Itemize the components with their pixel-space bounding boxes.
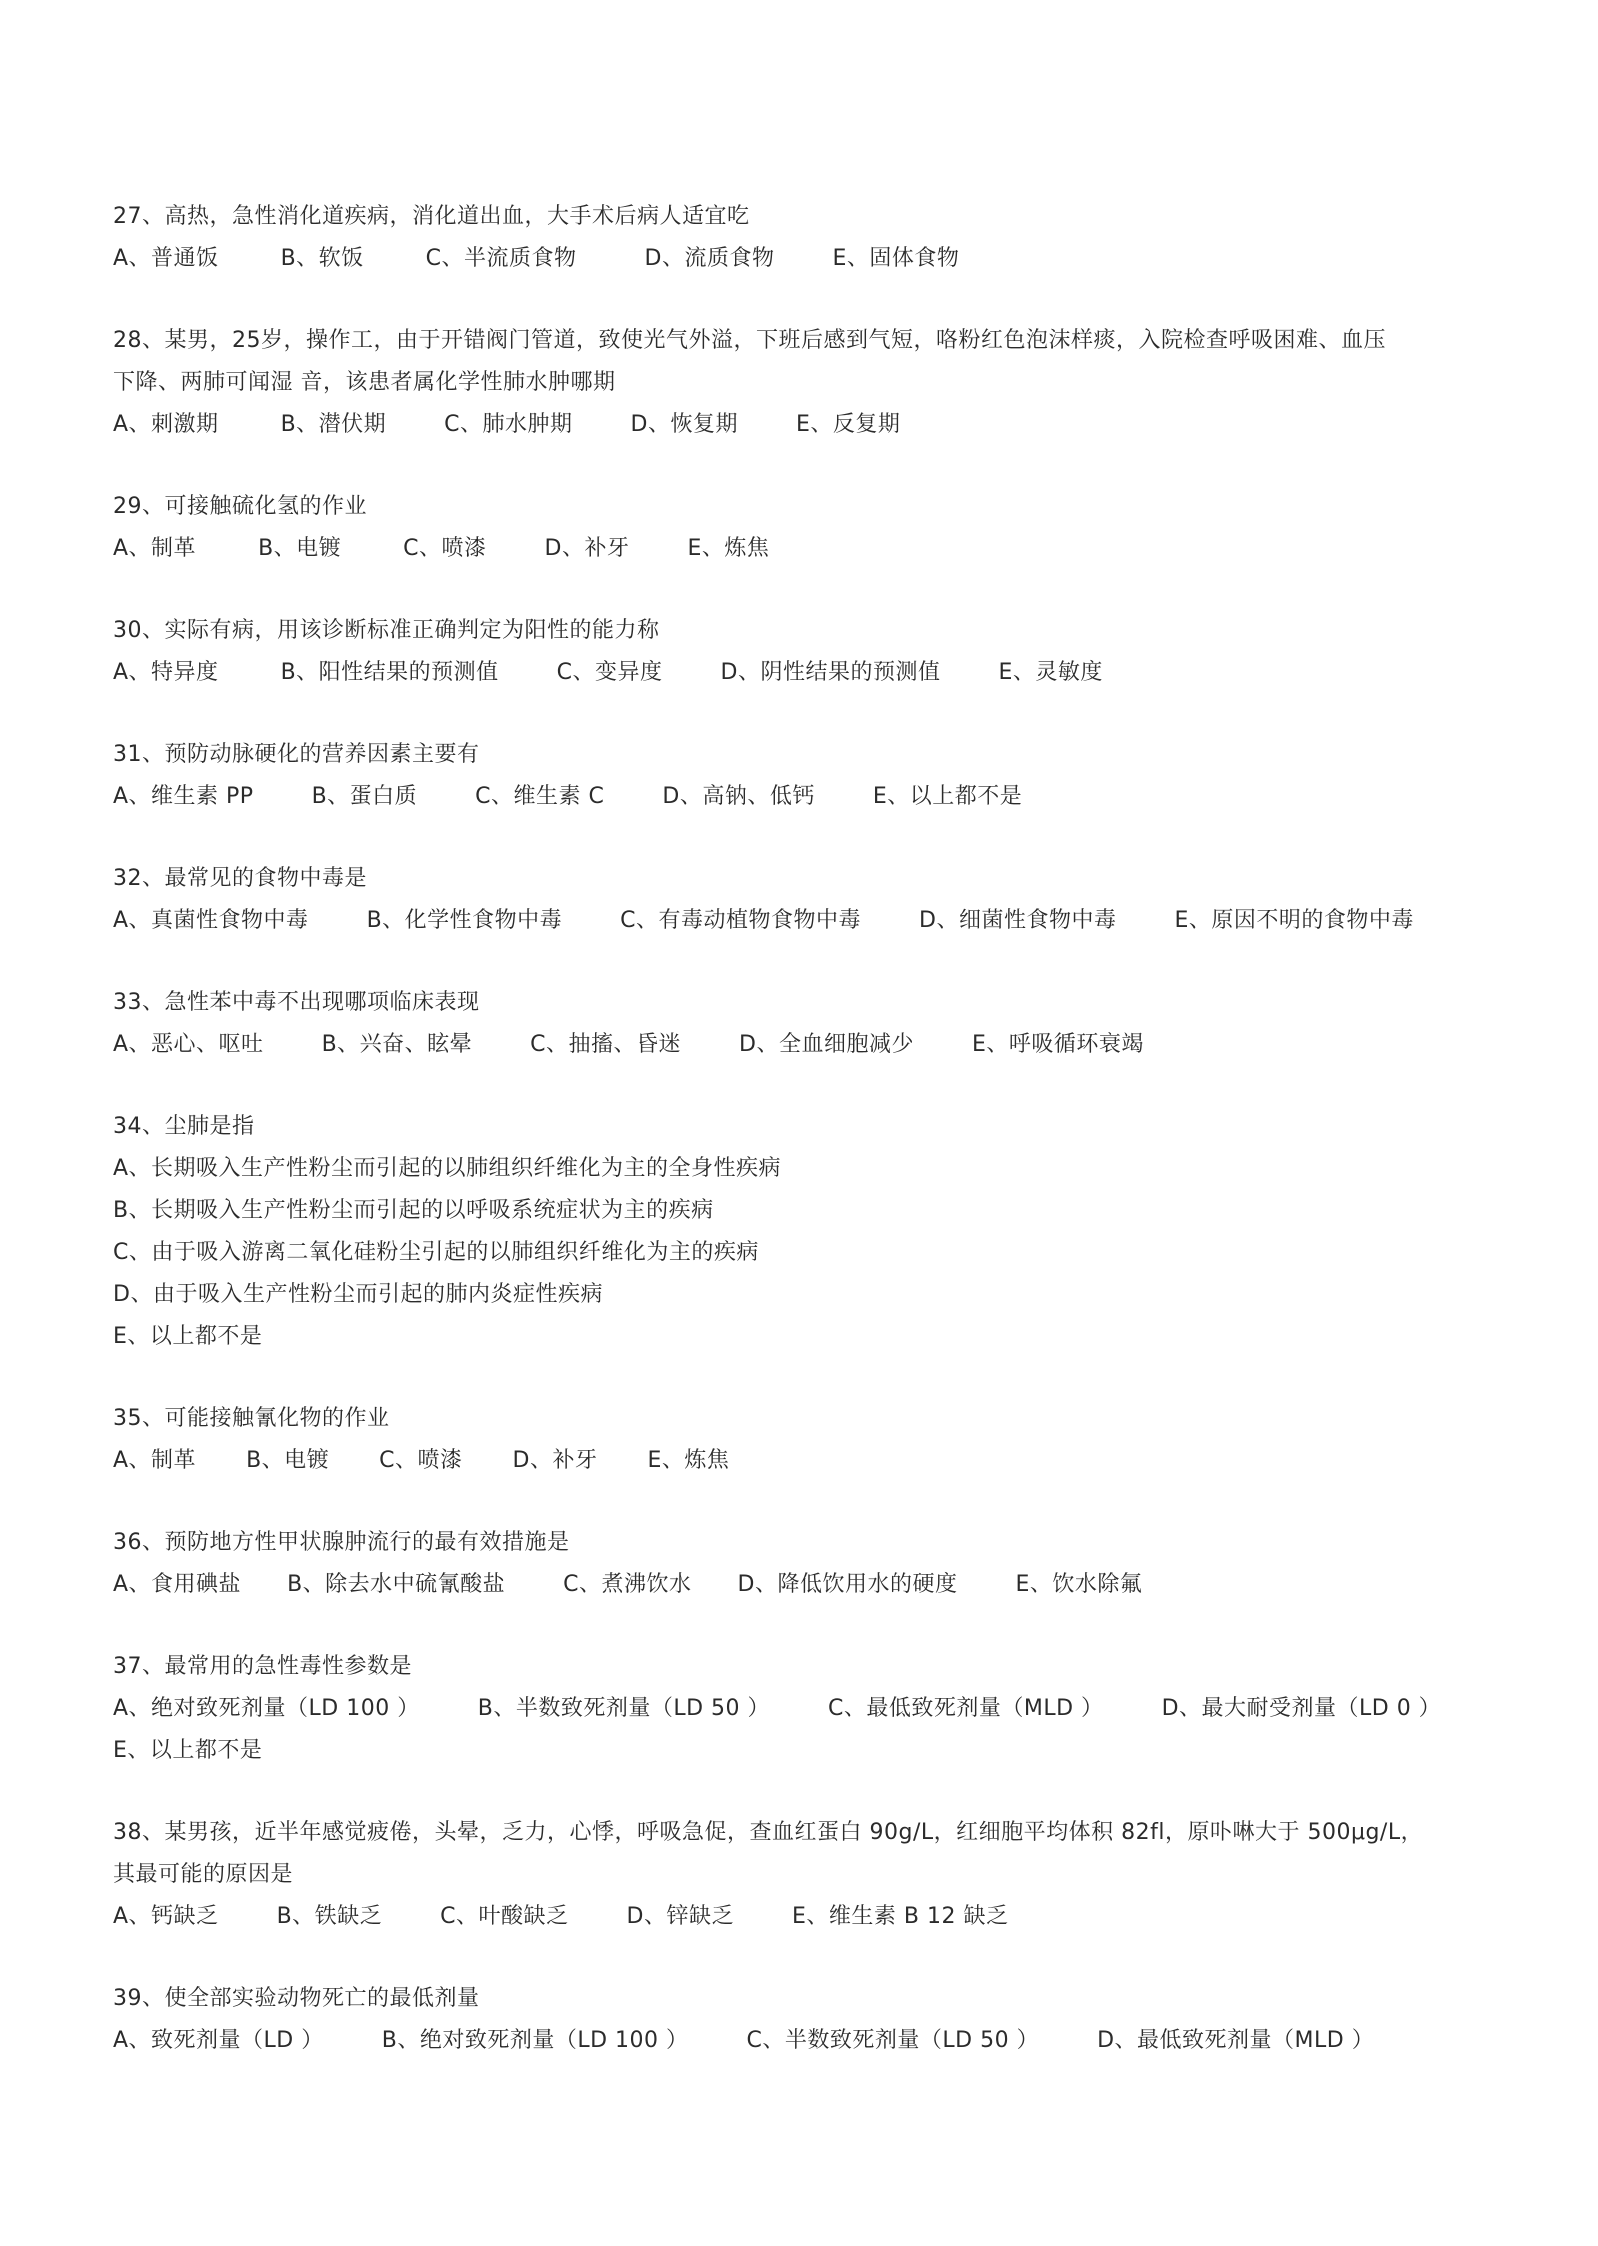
answer-option[interactable]: A、恶心、呕吐 [113, 1032, 264, 1057]
answer-option[interactable]: D、由于吸入生产性粉尘而引起的肺内炎症性疾病 [113, 1282, 603, 1307]
question-stem: 30、实际有病，用该诊断标准正确判定为阳性的能力称 [113, 618, 660, 643]
answer-option[interactable]: D、全血细胞减少 [739, 1032, 914, 1057]
answer-option[interactable]: A、钙缺乏 [113, 1904, 219, 1929]
answer-option[interactable]: C、变异度 [556, 660, 663, 685]
options-row [113, 238, 1493, 280]
question-stem: 34、尘肺是指 [113, 1114, 255, 1139]
answer-option[interactable]: D、流质食物 [644, 246, 775, 271]
answer-option[interactable]: B、电镀 [246, 1448, 330, 1473]
question-item [113, 1978, 1493, 2062]
question-stem: 31、预防动脉硬化的营养因素主要有 [113, 742, 480, 767]
options-row [113, 900, 1493, 942]
answer-option[interactable]: C、半流质食物 [425, 246, 577, 271]
answer-option[interactable]: E、以上都不是 [113, 1324, 263, 1349]
options-row [113, 1190, 1493, 1232]
question-item [113, 734, 1493, 818]
answer-option[interactable]: C、喷漆 [403, 536, 487, 561]
options-row [113, 1896, 1493, 1938]
answer-option[interactable]: B、电镀 [258, 536, 342, 561]
answer-option[interactable]: D、细菌性食物中毒 [919, 908, 1117, 933]
answer-option[interactable]: D、恢复期 [630, 412, 738, 437]
answer-option[interactable]: D、锌缺乏 [626, 1904, 734, 1929]
answer-option[interactable]: C、最低致死剂量（MLD ） [828, 1696, 1104, 1721]
answer-option[interactable]: A、刺激期 [113, 412, 219, 437]
options-row [113, 404, 1493, 446]
answer-option[interactable]: A、食用碘盐 [113, 1572, 242, 1597]
answer-option[interactable]: B、化学性食物中毒 [366, 908, 563, 933]
answer-option[interactable]: C、叶酸缺乏 [440, 1904, 569, 1929]
answer-option[interactable]: D、最大耐受剂量（LD 0 ） [1161, 1696, 1442, 1721]
answer-option[interactable]: D、补牙 [544, 536, 630, 561]
options-row [113, 1730, 1493, 1772]
question-item [113, 858, 1493, 942]
question-item [113, 1106, 1493, 1358]
answer-option[interactable]: A、致死剂量（LD ） [113, 2028, 324, 2053]
answer-option[interactable]: A、维生素 PP [113, 784, 254, 809]
answer-option[interactable]: E、炼焦 [647, 1448, 730, 1473]
options-row [113, 1274, 1493, 1316]
options-row [113, 652, 1493, 694]
question-stem: 38、某男孩，近半年感觉疲倦，头晕，乏力，心悸，呼吸急促，查血红蛋白 90g/L，红细胞平均体积 82fl，原卟啉大于 500μg/L， [113, 1820, 1424, 1845]
options-row [113, 1564, 1493, 1606]
options-row [113, 1688, 1493, 1730]
question-stem: 39、使全部实验动物死亡的最低剂量 [113, 1986, 480, 2011]
question-item [113, 1522, 1493, 1606]
exam-page [113, 196, 1493, 2102]
question-stem-continued: 其最可能的原因是 [113, 1862, 294, 1887]
answer-option[interactable]: E、呼吸循环衰竭 [971, 1032, 1144, 1057]
question-item [113, 610, 1493, 694]
answer-option[interactable]: A、制革 [113, 536, 197, 561]
answer-option[interactable]: A、真菌性食物中毒 [113, 908, 309, 933]
answer-option[interactable]: C、煮沸饮水 [563, 1572, 692, 1597]
options-row [113, 1440, 1493, 1482]
options-row [113, 1316, 1493, 1358]
answer-option[interactable]: B、铁缺乏 [276, 1904, 383, 1929]
answer-option[interactable]: C、喷漆 [379, 1448, 463, 1473]
answer-option[interactable]: A、特异度 [113, 660, 219, 685]
answer-option[interactable]: E、以上都不是 [872, 784, 1023, 809]
answer-option[interactable]: C、肺水肿期 [444, 412, 573, 437]
question-item [113, 1398, 1493, 1482]
question-item [113, 196, 1493, 280]
question-stem-continued: 下降、两肺可闻湿 音，该患者属化学性肺水肿哪期 [113, 370, 616, 395]
answer-option[interactable]: B、潜伏期 [280, 412, 387, 437]
answer-option[interactable]: E、原因不明的食物中毒 [1174, 908, 1414, 933]
question-item [113, 1812, 1493, 1938]
options-row [113, 1148, 1493, 1190]
answer-option[interactable]: D、最低致死剂量（MLD ） [1097, 2028, 1375, 2053]
answer-option[interactable]: C、由于吸入游离二氧化硅粉尘引起的以肺组织纤维化为主的疾病 [113, 1240, 759, 1265]
options-row [113, 528, 1493, 570]
answer-option[interactable]: E、维生素 B 12 缺乏 [791, 1904, 1009, 1929]
answer-option[interactable]: C、半数致死剂量（LD 50 ） [746, 2028, 1040, 2053]
question-stem: 36、预防地方性甲状腺肿流行的最有效措施是 [113, 1530, 570, 1555]
answer-option[interactable]: E、固体食物 [832, 246, 960, 271]
options-row [113, 1232, 1493, 1274]
answer-option[interactable]: A、绝对致死剂量（LD 100 ） [113, 1696, 420, 1721]
question-stem: 33、急性苯中毒不出现哪项临床表现 [113, 990, 480, 1015]
answer-option[interactable]: C、维生素 C [475, 784, 605, 809]
options-row [113, 2020, 1493, 2062]
answer-option[interactable]: E、反复期 [795, 412, 901, 437]
answer-option[interactable]: B、兴奋、眩晕 [321, 1032, 473, 1057]
question-stem: 28、某男，25岁，操作工，由于开错阀门管道，致使光气外溢，下班后感到气短，咯粉红色泡沫样痰，入院检查呼吸困难、血压 [113, 328, 1386, 353]
answer-option[interactable]: B、软饭 [280, 246, 364, 271]
question-stem: 32、最常见的食物中毒是 [113, 866, 367, 891]
answer-option[interactable]: A、长期吸入生产性粉尘而引起的以肺组织纤维化为主的全身性疾病 [113, 1156, 782, 1181]
answer-option[interactable]: B、除去水中硫氰酸盐 [287, 1572, 506, 1597]
answer-option[interactable]: A、普通饭 [113, 246, 219, 271]
answer-option[interactable]: B、绝对致死剂量（LD 100 ） [381, 2028, 689, 2053]
answer-option[interactable]: B、长期吸入生产性粉尘而引起的以呼吸系统症状为主的疾病 [113, 1198, 714, 1223]
options-row [113, 1024, 1493, 1066]
answer-option[interactable]: D、高钠、低钙 [662, 784, 815, 809]
question-stem: 35、可能接触氰化物的作业 [113, 1406, 390, 1431]
question-stem: 37、最常用的急性毒性参数是 [113, 1654, 412, 1679]
answer-option[interactable]: B、蛋白质 [311, 784, 418, 809]
answer-option[interactable]: E、以上都不是 [113, 1738, 263, 1763]
answer-option[interactable]: E、灵敏度 [998, 660, 1103, 685]
answer-option[interactable]: B、阳性结果的预测值 [280, 660, 499, 685]
answer-option[interactable]: D、补牙 [512, 1448, 598, 1473]
answer-option[interactable]: A、制革 [113, 1448, 197, 1473]
question-item [113, 1646, 1493, 1772]
question-item [113, 486, 1493, 570]
answer-option[interactable]: B、半数致死剂量（LD 50 ） [477, 1696, 771, 1721]
answer-option[interactable]: D、阴性结果的预测值 [720, 660, 941, 685]
question-item [113, 320, 1493, 446]
answer-option[interactable]: E、炼焦 [687, 536, 770, 561]
answer-option[interactable]: C、抽搐、昏迷 [530, 1032, 682, 1057]
answer-option[interactable]: D、降低饮用水的硬度 [737, 1572, 958, 1597]
options-row [113, 776, 1493, 818]
question-item [113, 982, 1493, 1066]
question-stem: 29、可接触硫化氢的作业 [113, 494, 367, 519]
answer-option[interactable]: E、饮水除氟 [1015, 1572, 1143, 1597]
answer-option[interactable]: C、有毒动植物食物中毒 [620, 908, 862, 933]
question-stem: 27、高热，急性消化道疾病，消化道出血，大手术后病人适宜吃 [113, 204, 750, 229]
